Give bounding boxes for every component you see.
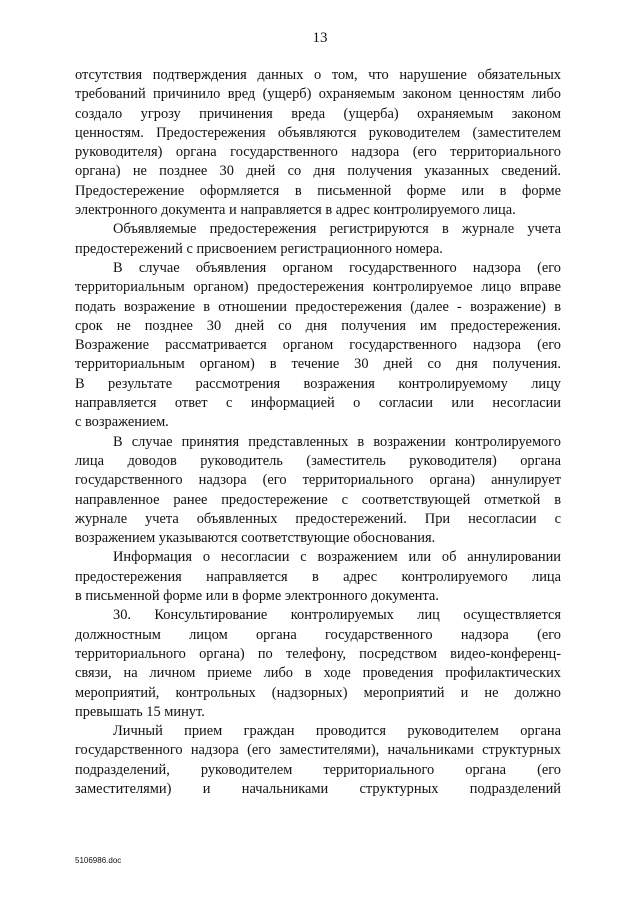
text-line: государственного надзора (его заместителями), начальниками структурных xyxy=(75,742,561,759)
text-line: создало угрозу причинения вреда (ущерба) охраняемым законом xyxy=(75,105,561,122)
text-line: подать возражение в отношении предостережения (далее - возражение) в xyxy=(75,298,561,315)
text-line: подразделений, руководителем территориального органа (его xyxy=(75,761,561,778)
text-line: территориальным органом) предостережения контролируемое лицо вправе xyxy=(75,279,561,296)
paragraph xyxy=(75,220,561,259)
text-line: лица доводов руководитель (заместитель руководителя) органа xyxy=(75,452,561,469)
text-line: В случае принятия представленных в возражении контролируемого xyxy=(113,433,561,450)
text-line: предостережений с присвоением регистрационного номера. xyxy=(75,240,443,257)
text-line: Информация о несогласии с возражением или об аннулировании xyxy=(113,549,561,566)
text-line: с возражением. xyxy=(75,414,169,431)
footer-filename: 5106986.doc xyxy=(75,856,122,865)
text-line: государственного надзора (его территориального органа) аннулирует xyxy=(75,472,561,489)
text-line: возражением указываются соответствующие обоснования. xyxy=(75,530,436,547)
text-line: территориальным органом) в течение 30 дней со дня получения. xyxy=(75,356,561,373)
paragraph xyxy=(75,66,561,220)
text-line: Личный прием граждан проводится руководителем органа xyxy=(113,723,561,740)
paragraph xyxy=(75,433,561,549)
text-line: в письменной форме или в форме электронного документа. xyxy=(75,588,439,605)
text-line: связи, на личном приеме либо в ходе проведения профилактических xyxy=(75,665,561,682)
text-line: заместителями) и начальниками структурных подразделений xyxy=(75,780,561,797)
text-line: направляется ответ с информацией о согласии или несогласии xyxy=(75,395,561,412)
text-line: руководителя) органа государственного надзора (его территориального xyxy=(75,144,561,161)
text-line: органа) не позднее 30 дней со дня получения указанных сведений. xyxy=(75,163,561,180)
text-line: Предостережение оформляется в письменной форме или в форме xyxy=(75,182,561,199)
text-line: ценностям. Предостережения объявляются руководителем (заместителем xyxy=(75,124,561,141)
text-line: требований причинило вред (ущерб) охраняемым законом ценностям либо xyxy=(75,86,561,103)
text-line: журнале учета объявленных предостережений. При несогласии с xyxy=(75,510,561,527)
text-line: 30. Консультирование контролируемых лиц осуществляется xyxy=(113,607,561,624)
text-line: должностным лицом органа государственного надзора (его xyxy=(75,626,561,643)
text-line: отсутствия подтверждения данных о том, что нарушение обязательных xyxy=(75,67,561,83)
text-line: предостережения направляется в адрес контролируемого лица xyxy=(75,568,561,585)
text-line: срок не позднее 30 дней со дня получения им предостережения. xyxy=(75,317,561,334)
page-number: 13 xyxy=(312,30,328,46)
paragraph xyxy=(75,606,561,722)
text-line: Объявляемые предостережения регистрируются в журнале учета xyxy=(113,221,561,238)
paragraph xyxy=(75,548,561,606)
paragraph xyxy=(75,259,561,433)
body-text xyxy=(75,66,561,799)
text-line: мероприятий, контрольных (надзорных) мероприятий и не должно xyxy=(75,684,561,701)
text-line: Возражение рассматривается органом государственного надзора (его xyxy=(75,337,561,354)
text-line: территориального органа) по телефону, посредством видео-конференц- xyxy=(75,645,561,662)
text-line: превышать 15 минут. xyxy=(75,703,205,720)
text-line: В случае объявления органом государственного надзора (его xyxy=(113,259,561,276)
paragraph xyxy=(75,722,561,799)
text-line: направленное ранее предостережение с соответствующей отметкой в xyxy=(75,491,561,508)
text-line: В результате рассмотрения возражения контролируемому лицу xyxy=(75,375,561,392)
text-line: электронного документа и направляется в адрес контролируемого лица. xyxy=(75,202,516,219)
